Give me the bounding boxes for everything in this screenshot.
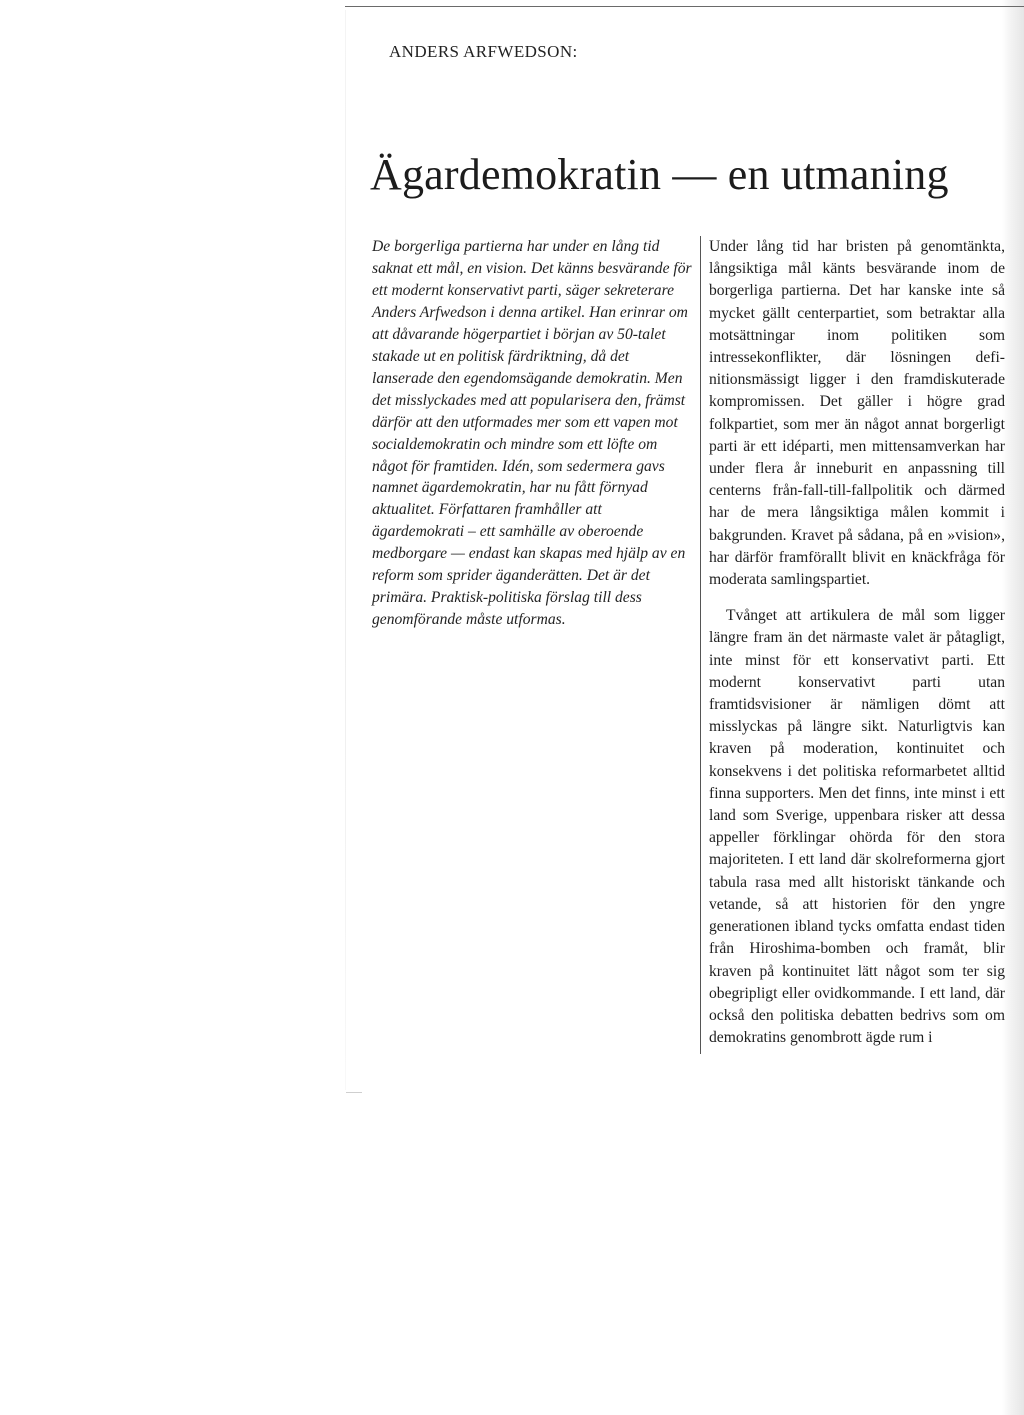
scan-shadow xyxy=(1002,0,1024,1415)
lead-column xyxy=(372,236,692,631)
page-left-edge xyxy=(345,10,346,1090)
page-top-edge xyxy=(345,6,1024,7)
author-byline: ANDERS ARFWEDSON: xyxy=(389,42,578,61)
lead-paragraph: De borgerliga partierna har under en lång tid saknat ett mål, en vision. Det känns besvärande för ett modernt konservativt parti, säger sekreterare Anders Arfwedson i denna artikel. Han erinrar om att dåvarande högerpartiet i början av 50-talet stakade ut en politisk färdriktning, då det lanserade den egendomsägande demokratin. Men det misslyckades med att popularisera den, främst därför att den utformades mer som ett vapen mot socialdemokratin och mindre som ett löfte om något för framtiden. Idén, som sedermera gavs namnet ägardemokratin, har nu fått förnyad aktualitet. Författaren framhåller att ägardemokrati – ett samhälle av oberoende medborgare — endast kan skapas med hjälp av en reform som sprider äganderätten. Det är det primära. Praktisk-politiska förslag till dess genomförande måste utformas. xyxy=(372,238,692,629)
page-corner-mark xyxy=(346,1092,362,1093)
body-paragraph-2: Tvånget att artikulera de mål som ligger längre fram än det närmaste valet är påtagligt, inte minst för ett konservativt parti. Ett modernt konservativt parti utan framtidsvisioner är nämligen dömt att misslyckas på längre sikt. Naturligtvis kan kraven på moderation, kontinuitet och konsekvens i det politiska reformarbetet alltid finna supporters. Men det finns, inte minst i ett land som Sverige, uppenbara risker att dessa appeller förklingar ohörda för den stora majoriteten. I ett land där skolreformerna gjort tabula rasa med allt historiskt tänkande och vetande, så att historien för den yngre generationen ibland tycks omfatta endast tiden från Hiroshima-bomben och framåt, blir kraven på kontinuitet lätt något som ter sig obegripligt eller ovidkommande. I ett land, där också den politiska debatten bedrivs som om demokratins genombrott ägde rum i xyxy=(709,607,1005,1047)
body-column xyxy=(709,236,1005,1049)
column-divider xyxy=(700,236,701,1054)
article-title: Ägardemokratin — en utmaning xyxy=(370,150,949,199)
body-paragraph-1: Under lång tid har bristen på genomtänkta, långsiktiga mål känts besvärande inom de borgerliga partierna. Det har kanske inte så mycket gällt centerpartiet, som betraktar alla motsättningar inom politiken som intressekonflikter, där lösningen definitionsmässigt ligger i den framdiskuterade kompromissen. Det gäller i högre grad folkpartiet, som mer än något annat borgerligt parti är ett idéparti, men mittensamverkan har under flera år inneburit en anpassning till centerns från-fall-till-fallpolitik och därmed har de mera långsiktiga målen kommit i bakgrunden. Kravet på sådana, på en »vision», har därför framförallt blivit en knäckfråga för moderata samlingspartiet. xyxy=(709,238,1005,589)
